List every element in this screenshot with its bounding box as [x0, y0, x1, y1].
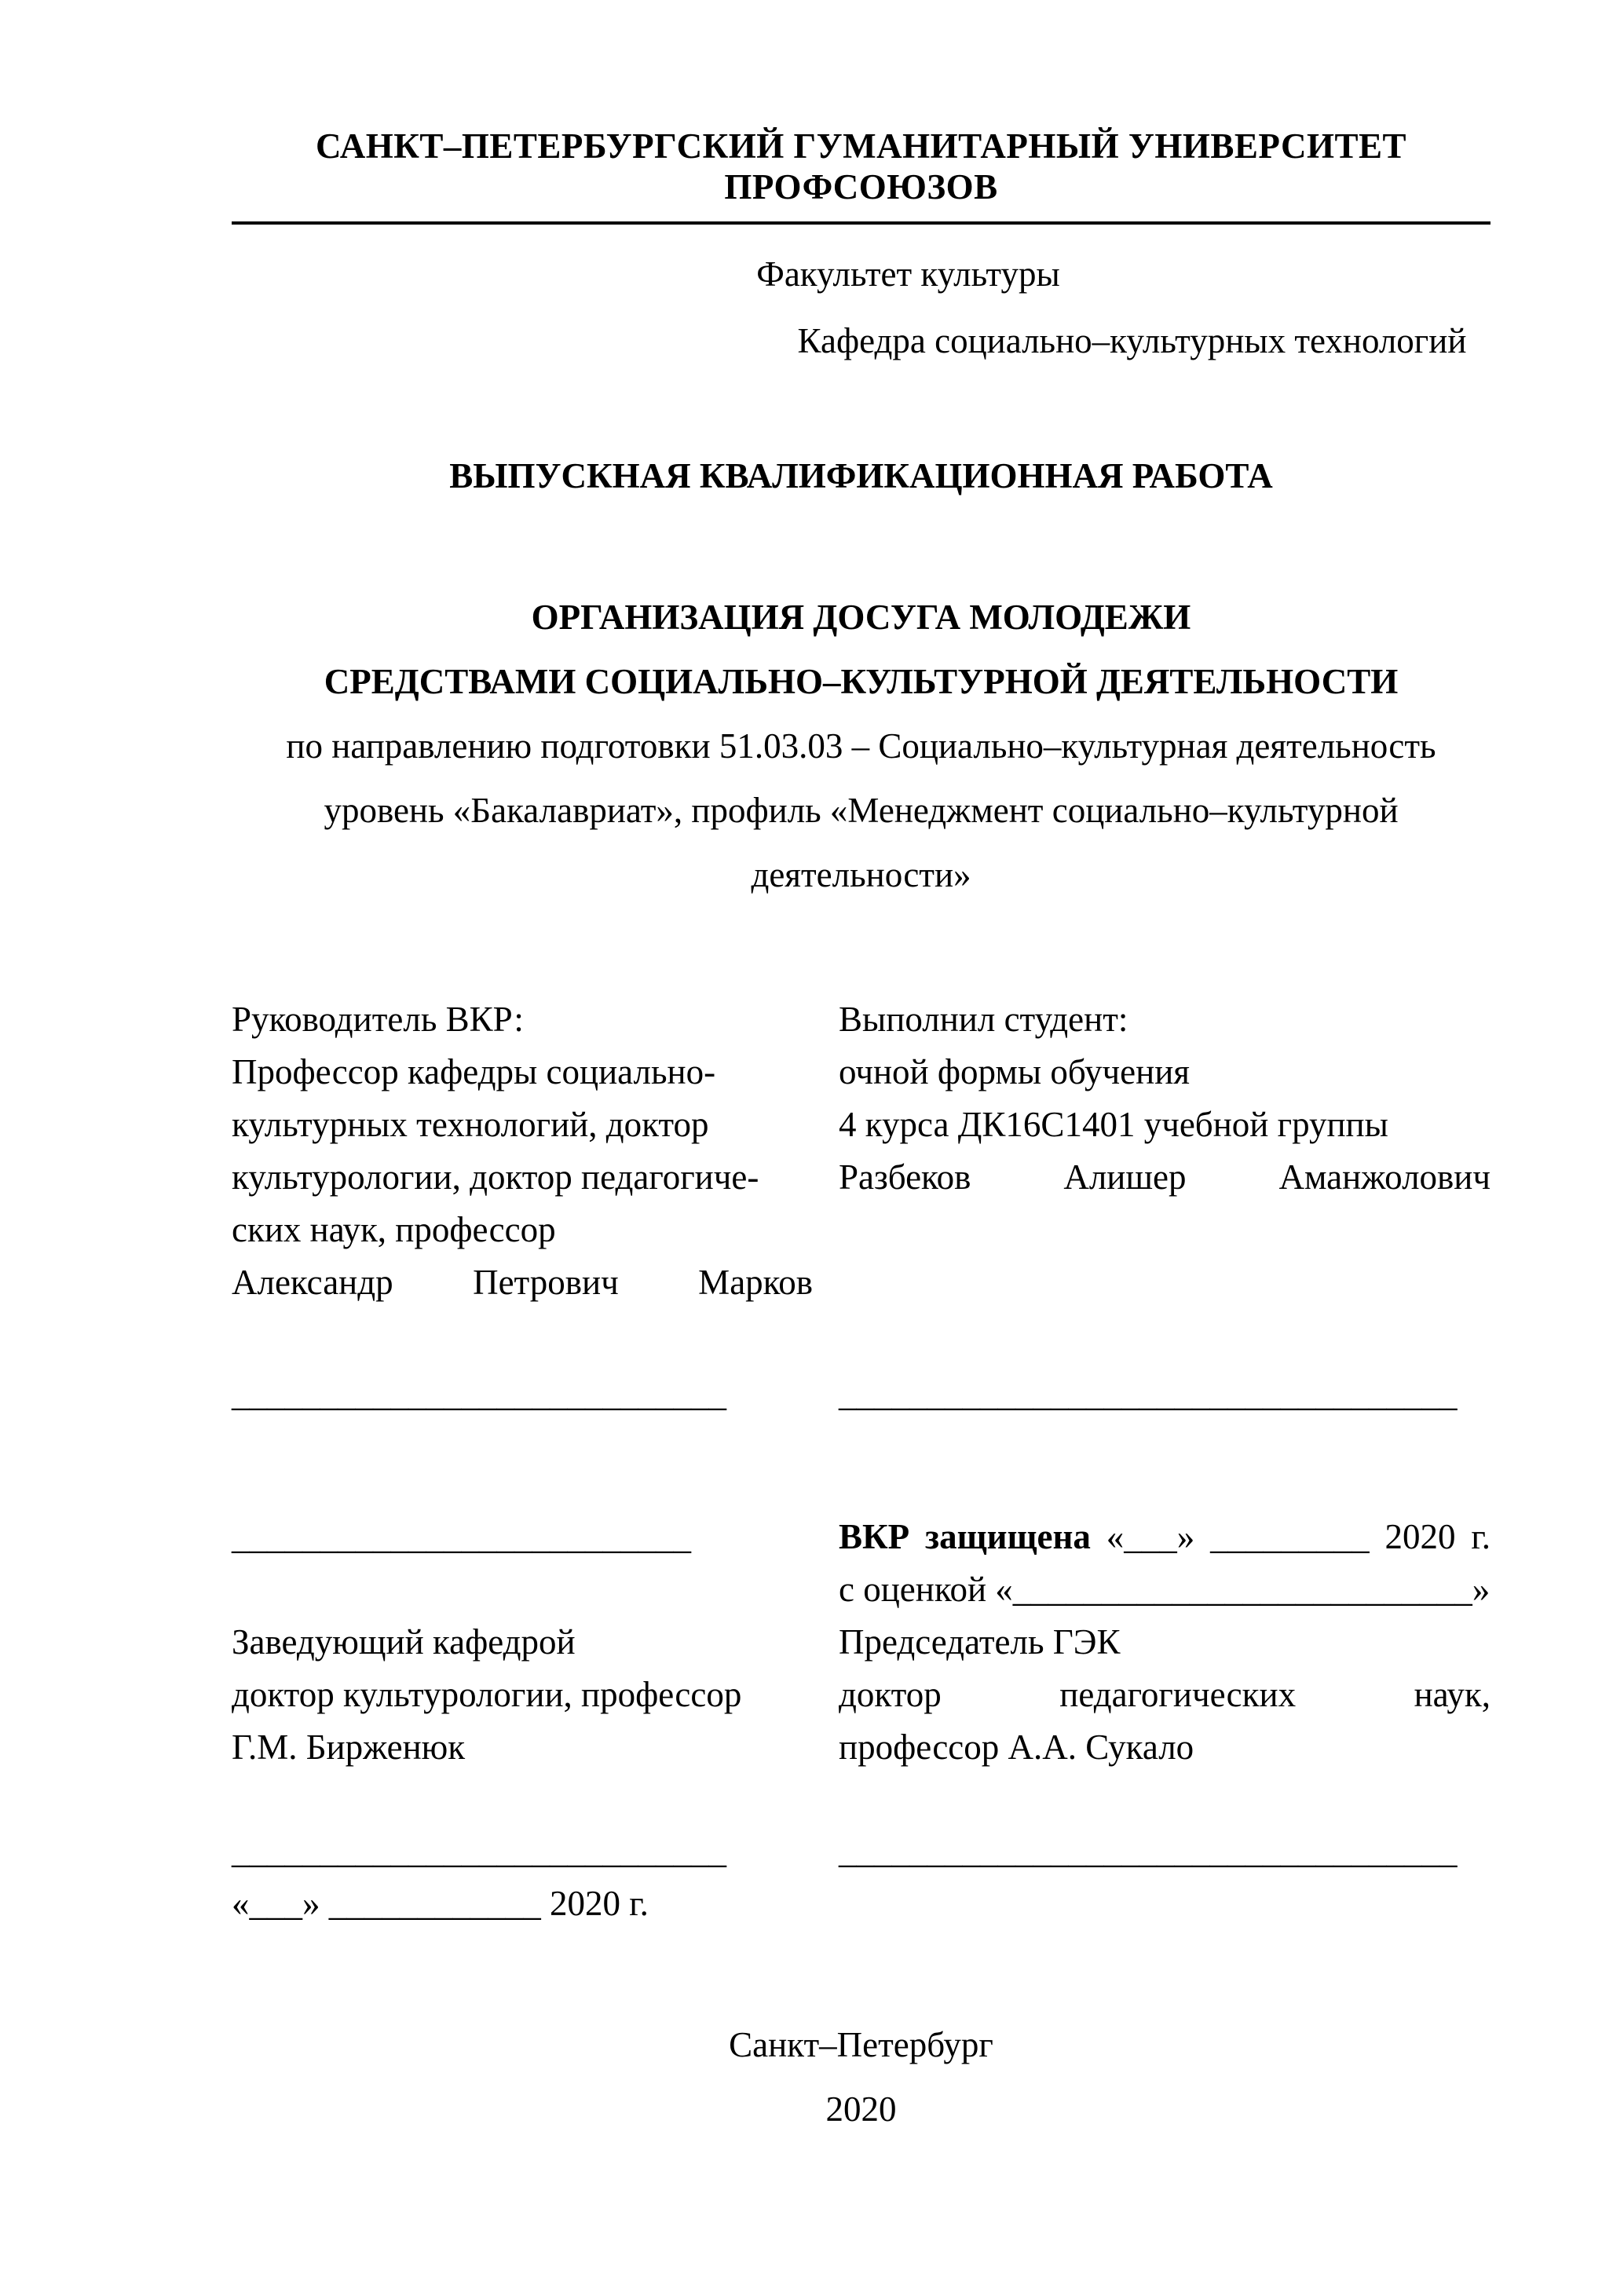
department-head-column: [232, 1511, 813, 1774]
city: Санкт–Петербург: [729, 2025, 993, 2064]
program-line-3: деятельности»: [751, 855, 971, 894]
defended-label: ВКР защищена: [839, 1517, 1091, 1556]
head-title-line: доктор культурологии, профессор: [232, 1675, 742, 1714]
grade-line: с оценкой «__________________________»: [839, 1570, 1490, 1609]
work-type-heading: ВЫПУСКНАЯ КВАЛИФИКАЦИОННАЯ РАБОТА: [449, 456, 1273, 495]
head-name: Г.М. Бирженюк: [232, 1727, 466, 1767]
head-date-signature-line: ____________________________: [232, 1831, 726, 1870]
student-name: Разбеков Алишер Аманжолович: [839, 1157, 1490, 1197]
chairman-signature-column: [839, 1825, 1490, 1930]
defense-column: [839, 1511, 1490, 1774]
year: 2020: [825, 2089, 897, 2129]
program-line-1: по направлению подготовки 51.03.03 – Социально–культурная деятельность: [286, 726, 1436, 766]
supervisor-title-line: культурных технологий, доктор: [232, 1105, 709, 1144]
student-column: [839, 993, 1490, 1309]
chairman-name: профессор А.А. Сукало: [839, 1727, 1194, 1767]
supervisor-title-line: культурологии, доктор педагогиче-: [232, 1157, 759, 1197]
supervisor-title-line: Профессор кафедры социально-: [232, 1052, 716, 1091]
defended-date-blank: «___» _________ 2020 г.: [1090, 1517, 1491, 1556]
supervisor-signature-line: ____________________________: [232, 1374, 726, 1413]
spacer-line: [232, 1563, 813, 1616]
thesis-title-block: [232, 585, 1490, 907]
chairman-title-line: доктор педагогических наук,: [839, 1675, 1490, 1714]
supervisor-column: [232, 993, 813, 1309]
thesis-title-line-1: ОРГАНИЗАЦИЯ ДОСУГА МОЛОДЕЖИ: [531, 598, 1191, 637]
supervisor-name: Александр Петрович Марков: [232, 1263, 813, 1302]
head-signature-line: __________________________: [232, 1517, 691, 1556]
thesis-title-line-2: СРЕДСТВАМИ СОЦИАЛЬНО–КУЛЬТУРНОЙ ДЕЯТЕЛЬНОСТИ: [324, 662, 1399, 701]
head-date-column: [232, 1825, 813, 1930]
faculty-name: Факультет культуры: [756, 254, 1060, 294]
student-info-line: очной формы обучения: [839, 1052, 1190, 1091]
student-info-line: 4 курса ДК16С1401 учебной группы: [839, 1105, 1388, 1144]
head-title-line: Заведующий кафедрой: [232, 1622, 576, 1662]
signature-row-2: [232, 1825, 1490, 1930]
student-heading: Выполнил студент:: [839, 1000, 1128, 1039]
defended-line: [839, 1511, 1490, 1563]
program-line-2: уровень «Бакалавриат», профиль «Менеджмент социально–культурной: [324, 791, 1399, 830]
supervisor-title-line: ских наук, профессор: [232, 1210, 556, 1249]
chairman-signature-line: ___________________________________: [839, 1831, 1458, 1870]
signature-row-1: [232, 1368, 1490, 1420]
approval-block: [232, 1511, 1490, 1774]
supervisor-heading: Руководитель ВКР:: [232, 1000, 524, 1039]
page-footer: [232, 2013, 1490, 2141]
head-date-line: «___» ____________ 2020 г.: [232, 1884, 649, 1923]
department-name: Кафедра социально–культурных технологий: [797, 321, 1467, 360]
university-name: САНКТ–ПЕТЕРБУРГСКИЙ ГУМАНИТАРНЫЙ УНИВЕРСИТЕТ ПРОФСОЮЗОВ: [232, 126, 1490, 225]
student-signature-line: ___________________________________: [839, 1374, 1458, 1413]
chairman-title-line: Председатель ГЭК: [839, 1622, 1121, 1662]
roles-block: [232, 993, 1490, 1309]
